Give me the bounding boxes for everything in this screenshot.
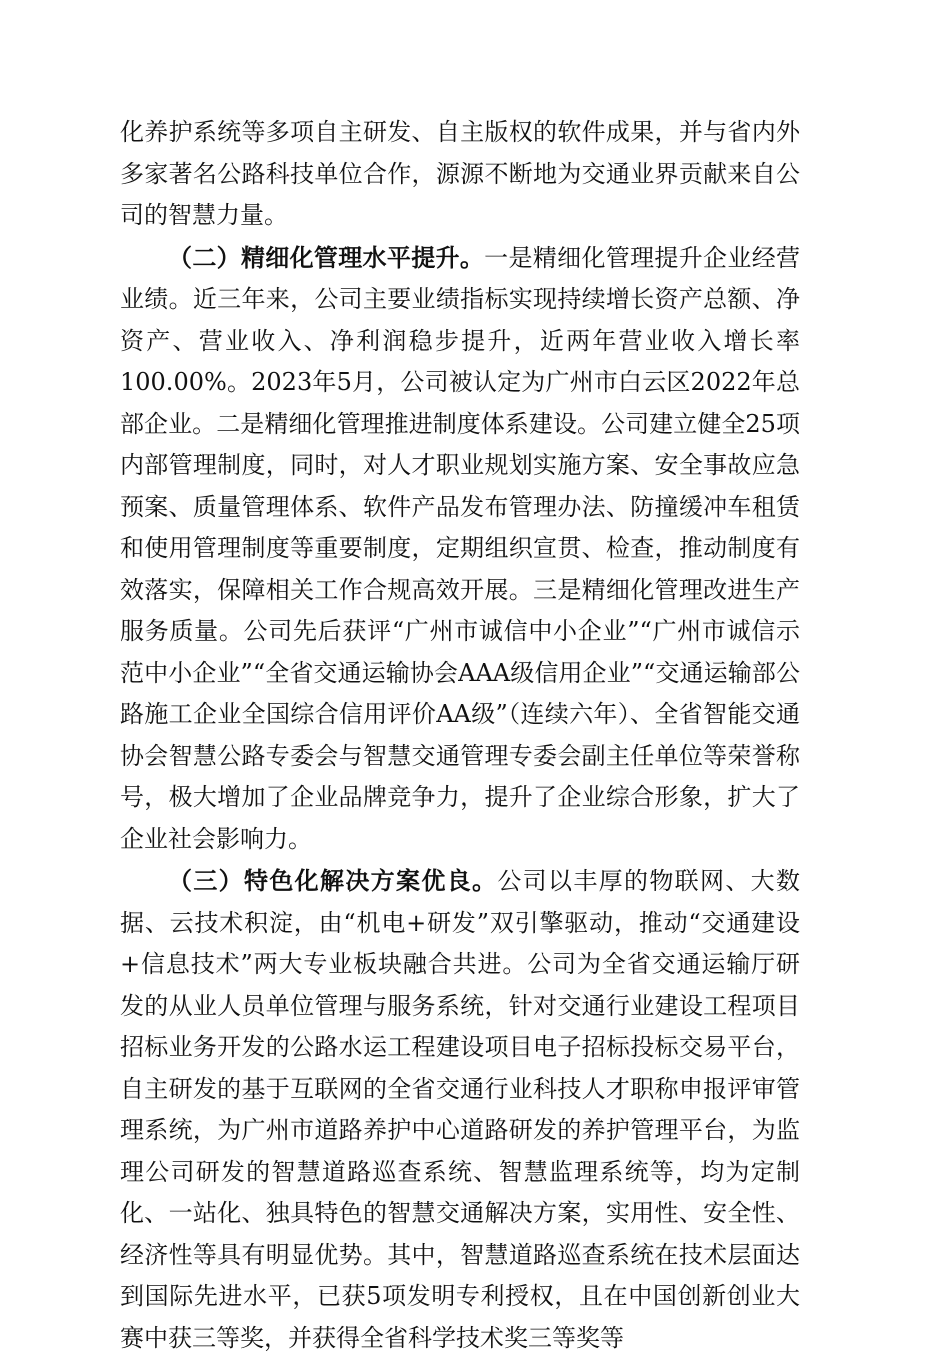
paragraph-heading: （二）精细化管理水平提升。 [168, 242, 485, 272]
document-body [120, 112, 800, 1359]
paragraph-solutions [120, 860, 800, 1359]
paragraph-text: 公司以丰厚的物联网、大数据、云技术积淀，由“机电+研发”双引擎驱动，推动“交通建设+信息技术”两大专业板块融合共进。公司为全省交通运输厅研发的从业人员单位管理与服务系统，针对交通行业建设工程项目招标业务开发的公路水运工程建设项目电子招标投标交易平台，自主研发的基于互联网的全省交通行业科技人才职称申报评审管理系统，为广州市道路养护中心道路研发的养护管理平台，为监理公司研发的智慧道路巡查系统、智慧监理系统等，均为定制化、一站化、独具特色的智慧交通解决方案，实用性、安全性、经济性等具有明显优势。其中，智慧道路巡查系统在技术层面达到国际先进水平，已获5项发明专利授权，且在中国创新创业大赛中获三等奖，并获得全省科学技术奖三等奖等 [120, 867, 801, 1352]
paragraph-continuation [120, 112, 800, 237]
paragraph-management [120, 237, 800, 861]
paragraph-text: 一是精细化管理提升企业经营业绩。近三年来，公司主要业绩指标实现持续增长资产总额、净资产、营业收入、净利润稳步提升，近两年营业收入增长率100.00%。2023年5月，公司被认定为广州市白云区2022年总部企业。二是精细化管理推进制度体系建设。公司建立健全25项内部管理制度，同时，对人才职业规划实施方案、安全事故应急预案、质量管理体系、软件产品发布管理办法、防撞缓冲车租赁和使用管理制度等重要制度，定期组织宣贯、检查，推动制度有效落实，保障相关工作合规高效开展。三是精细化管理改进生产服务质量。公司先后获评“广州市诚信中小企业”“广州市诚信示范中小企业”“全省交通运输协会AAA级信用企业”“交通运输部公路施工企业全国综合信用评价AA级”（连续六年）、全省智能交通协会智慧公路专委会与智慧交通管理专委会副主任单位等荣誉称号，极大增加了企业品牌竞争力，提升了企业综合形象，扩大了企业社会影响力。 [120, 243, 801, 853]
paragraph-heading: （三）特色化解决方案优良。 [168, 866, 498, 895]
paragraph-text: 化养护系统等多项自主研发、自主版权的软件成果，并与省内外多家著名公路科技单位合作，源源不断地为交通业界贡献来自公司的智慧力量。 [120, 118, 800, 229]
